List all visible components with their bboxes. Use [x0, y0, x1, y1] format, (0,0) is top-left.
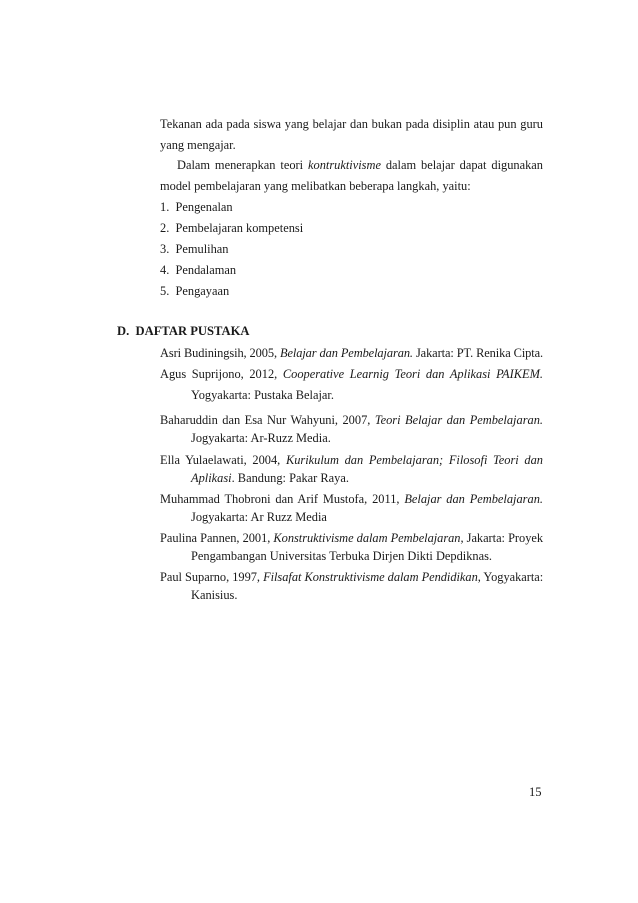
reference-entry: Baharuddin dan Esa Nur Wahyuni, 2007, Teori Belajar dan Pembelajaran.	[160, 413, 544, 427]
list-item: 2. Pembelajaran kompetensi	[160, 221, 304, 235]
reference-continuation: Aplikasi. Bandung: Pakar Raya.	[191, 471, 349, 485]
reference-continuation: Kanisius.	[191, 588, 238, 602]
intro-line-2: yang mengajar.	[160, 138, 236, 152]
reference-continuation: Jogyakarta: Ar-Ruzz Media.	[191, 431, 331, 445]
reference-entry: Ella Yulaelawati, 2004, Kurikulum dan Pembelajaran; Filosofi Teori dan	[160, 453, 543, 467]
intro-para2-line-1: Dalam menerapkan teori kontruktivisme dalam belajar dapat digunakan	[177, 158, 543, 172]
list-item: 3. Pemulihan	[160, 242, 229, 256]
reference-entry: Asri Budiningsih, 2005, Belajar dan Pembelajaran. Jakarta: PT. Renika Cipta.	[160, 346, 544, 360]
reference-continuation: Pengambangan Universitas Terbuka Dirjen Dikti Depdiknas.	[191, 549, 493, 563]
intro-line-1: Tekanan ada pada siswa yang belajar dan bukan pada disiplin atau pun guru	[160, 117, 543, 131]
list-item: 4. Pendalaman	[160, 263, 237, 277]
reference-continuation: Yogyakarta: Pustaka Belajar.	[191, 388, 334, 402]
list-item: 5. Pengayaan	[160, 284, 230, 298]
reference-entry: Agus Suprijono, 2012, Cooperative Learnig Teori dan Aplikasi PAIKEM.	[160, 367, 543, 381]
reference-continuation: Jogyakarta: Ar Ruzz Media	[191, 510, 327, 524]
reference-entry: Paul Suparno, 1997, Filsafat Konstruktivisme dalam Pendidikan, Yogyakarta:	[160, 570, 544, 584]
page-number: 15	[529, 785, 542, 799]
list-item: 1. Pengenalan	[160, 200, 233, 214]
intro-para2-line-2: model pembelajaran yang melibatkan beberapa langkah, yaitu:	[160, 179, 471, 193]
reference-entry: Muhammad Thobroni dan Arif Mustofa, 2011, Belajar dan Pembelajaran.	[160, 492, 543, 506]
reference-entry: Paulina Pannen, 2001, Konstruktivisme dalam Pembelajaran, Jakarta: Proyek	[160, 531, 544, 545]
section-heading: D. DAFTAR PUSTAKA	[117, 324, 250, 338]
